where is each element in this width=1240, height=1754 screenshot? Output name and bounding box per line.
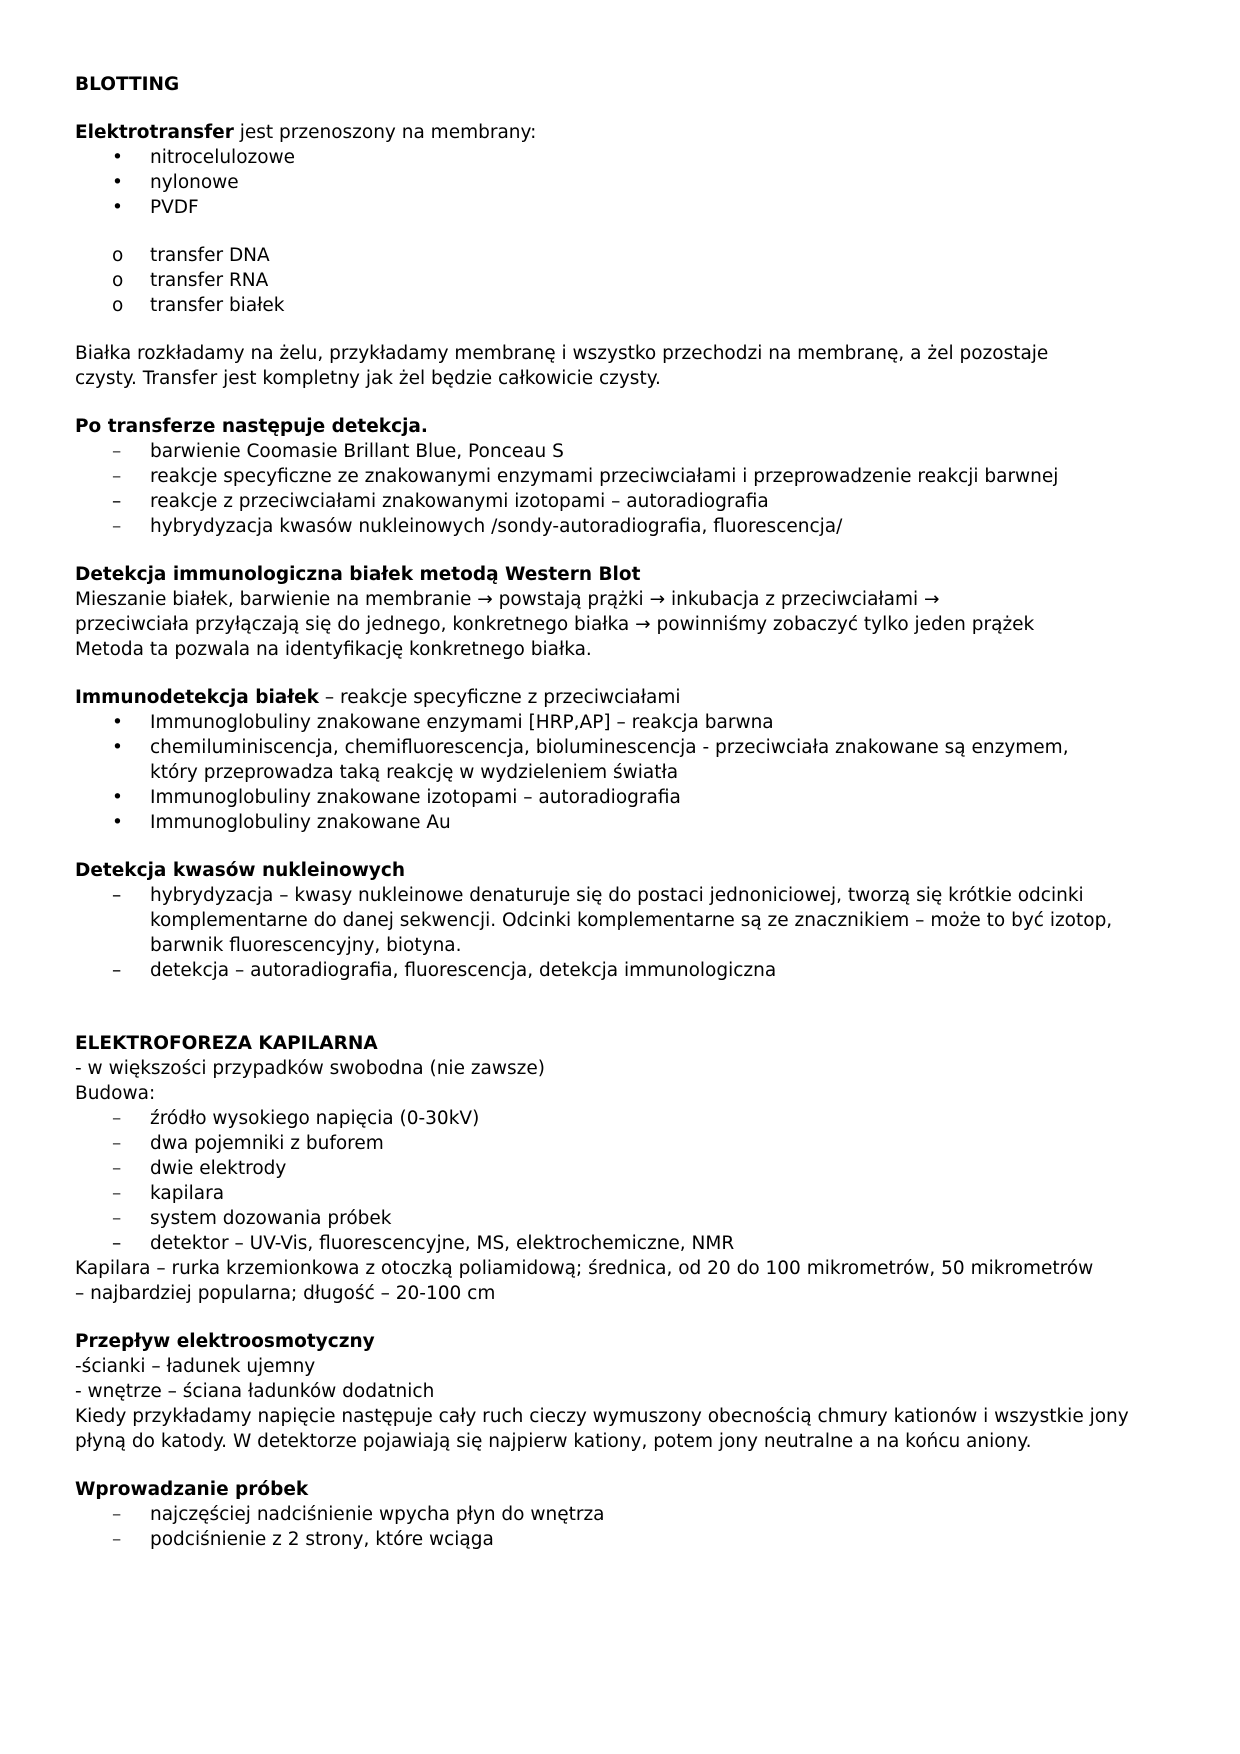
paragraph-gel: Białka rozkładamy na żelu, przykładamy membranę i wszystko przechodzi na membranę, a żel pozostaje czysty. Transfer jest kompletny jak żel będzie całkowicie czysty. <box>75 343 1049 389</box>
bullet-icon: • <box>112 787 123 808</box>
list-item: – reakcje z przeciwciałami znakowanymi izotopami – autoradiografia <box>112 491 769 512</box>
dash-icon: – <box>112 1233 122 1254</box>
list-item: – dwa pojemniki z buforem <box>112 1133 384 1154</box>
intro-rest: jest przenoszony na membrany: <box>233 122 537 143</box>
heading-nucleic-acids: Detekcja kwasów nukleinowych <box>75 860 406 881</box>
dash-icon: – <box>112 516 122 537</box>
dash-icon: – <box>112 1158 122 1179</box>
bullet-icon: • <box>112 197 123 218</box>
circle-bullet-icon: o <box>112 270 124 291</box>
list-item: • Immunoglobuliny znakowane enzymami [HRP,AP] – reakcja barwna <box>112 712 774 733</box>
list-item: o transfer białek <box>112 295 285 316</box>
circle-bullet-icon: o <box>112 245 124 266</box>
list-item: – dwie elektrody <box>112 1158 287 1179</box>
dash-icon: – <box>112 491 122 512</box>
dash-icon: – <box>112 1504 122 1525</box>
ce-line-1: - w większości przypadków swobodna (nie zawsze) <box>75 1058 545 1079</box>
dash-icon: – <box>112 441 122 462</box>
list-item: • Immunoglobuliny znakowane izotopami – autoradiografia <box>112 787 681 808</box>
western-line-2: przeciwciała przyłączają się do jednego, konkretnego białka → powinniśmy zobaczyć tylko jeden prążek <box>75 614 1035 635</box>
dash-icon: – <box>112 1183 122 1204</box>
list-item: – podciśnienie z 2 strony, które wciąga <box>112 1529 494 1550</box>
dash-icon: – <box>112 1208 122 1229</box>
section-title-blotting: BLOTTING <box>75 74 180 95</box>
list-item: • chemiluminiscencja, chemifluorescencja, bioluminescencja - przeciwciała znakowane są enzymem, który przeprowadza taką reakcję w wydzieleniem światła <box>112 737 1069 783</box>
list-item: – najczęściej nadciśnienie wpycha płyn do wnętrza <box>112 1504 605 1525</box>
eof-line-2: - wnętrze – ściana ładunków dodatnich <box>75 1381 435 1402</box>
list-item: – źródło wysokiego napięcia (0-30kV) <box>112 1108 480 1129</box>
heading-injection: Wprowadzanie próbek <box>75 1479 309 1500</box>
intro-line <box>75 120 1175 145</box>
bullet-icon: • <box>112 147 123 168</box>
heading-eof: Przepływ elektroosmotyczny <box>75 1331 375 1352</box>
list-item: – hybrydyzacja – kwasy nukleinowe denaturuje się do postaci jednoniciowej, tworzą się krótkie odcinki komplementarne do danej sekwencji. Odcinki komplementarne są ze znacznikiem – może to być izotop, barwnik fluorescencyjny, biotyna. <box>112 885 1113 956</box>
dash-icon: – <box>112 1133 122 1154</box>
western-line-3: Metoda ta pozwala na identyfikację konkretnego białka. <box>75 639 592 660</box>
list-item: • nylonowe <box>112 172 239 193</box>
bullet-icon: • <box>112 172 123 193</box>
list-item: – kapilara <box>112 1183 225 1204</box>
eof-paragraph: Kiedy przykładamy napięcie następuje cały ruch cieczy wymuszony obecnością chmury kationów i wszystkie jony płyną do katody. W detektorze pojawiają się najpierw kationy, potem jony neutralne a na końcu aniony. <box>75 1406 1129 1452</box>
dash-icon: – <box>112 1108 122 1129</box>
heading-detection: Po transferze następuje detekcja. <box>75 416 428 437</box>
dash-icon: – <box>112 960 122 981</box>
document-page <box>75 72 1175 1552</box>
heading-western-blot: Detekcja immunologiczna białek metodą Western Blot <box>75 564 641 585</box>
list-item: o transfer RNA <box>112 270 269 291</box>
list-item: • PVDF <box>112 197 199 218</box>
western-line-1: Mieszanie białek, barwienie na membranie → powstają prążki → inkubacja z przeciwciałami → <box>75 589 940 610</box>
list-item: • nitrocelulozowe <box>112 147 296 168</box>
list-item: o transfer DNA <box>112 245 270 266</box>
list-item: • Immunoglobuliny znakowane Au <box>112 812 451 833</box>
ce-budowa: Budowa: <box>75 1083 156 1104</box>
dash-icon: – <box>112 1529 122 1550</box>
kapilara-paragraph: Kapilara – rurka krzemionkowa z otoczką poliamidową; średnica, od 20 do 100 mikrometrów, 50 mikrometrów – najbardziej popularna; długość – 20-100 cm <box>75 1258 1094 1304</box>
list-item: – detekcja – autoradiografia, fluorescencja, detekcja immunologiczna <box>112 960 777 981</box>
list-item: – system dozowania próbek <box>112 1208 392 1229</box>
eof-line-1: -ścianki – ładunek ujemny <box>75 1356 316 1377</box>
section-title-capillary: ELEKTROFOREZA KAPILARNA <box>75 1033 378 1054</box>
dash-icon: – <box>112 885 122 906</box>
intro-bold: Elektrotransfer <box>75 122 234 143</box>
dash-icon: – <box>112 466 122 487</box>
bullet-icon: • <box>112 737 123 758</box>
list-item: – hybrydyzacja kwasów nukleinowych /sondy-autoradiografia, fluorescencja/ <box>112 516 843 537</box>
list-item: – barwienie Coomasie Brillant Blue, Ponceau S <box>112 441 564 462</box>
heading-immunodetection: Immunodetekcja białek – reakcje specyficzne z przeciwciałami <box>75 687 681 708</box>
list-item: – reakcje specyficzne ze znakowanymi enzymami przeciwciałami i przeprowadzenie reakcji barwnej <box>112 466 1059 487</box>
list-item: – detektor – UV-Vis, fluorescencyjne, MS, elektrochemiczne, NMR <box>112 1233 735 1254</box>
bullet-icon: • <box>112 712 123 733</box>
bullet-icon: • <box>112 812 123 833</box>
circle-bullet-icon: o <box>112 295 124 316</box>
